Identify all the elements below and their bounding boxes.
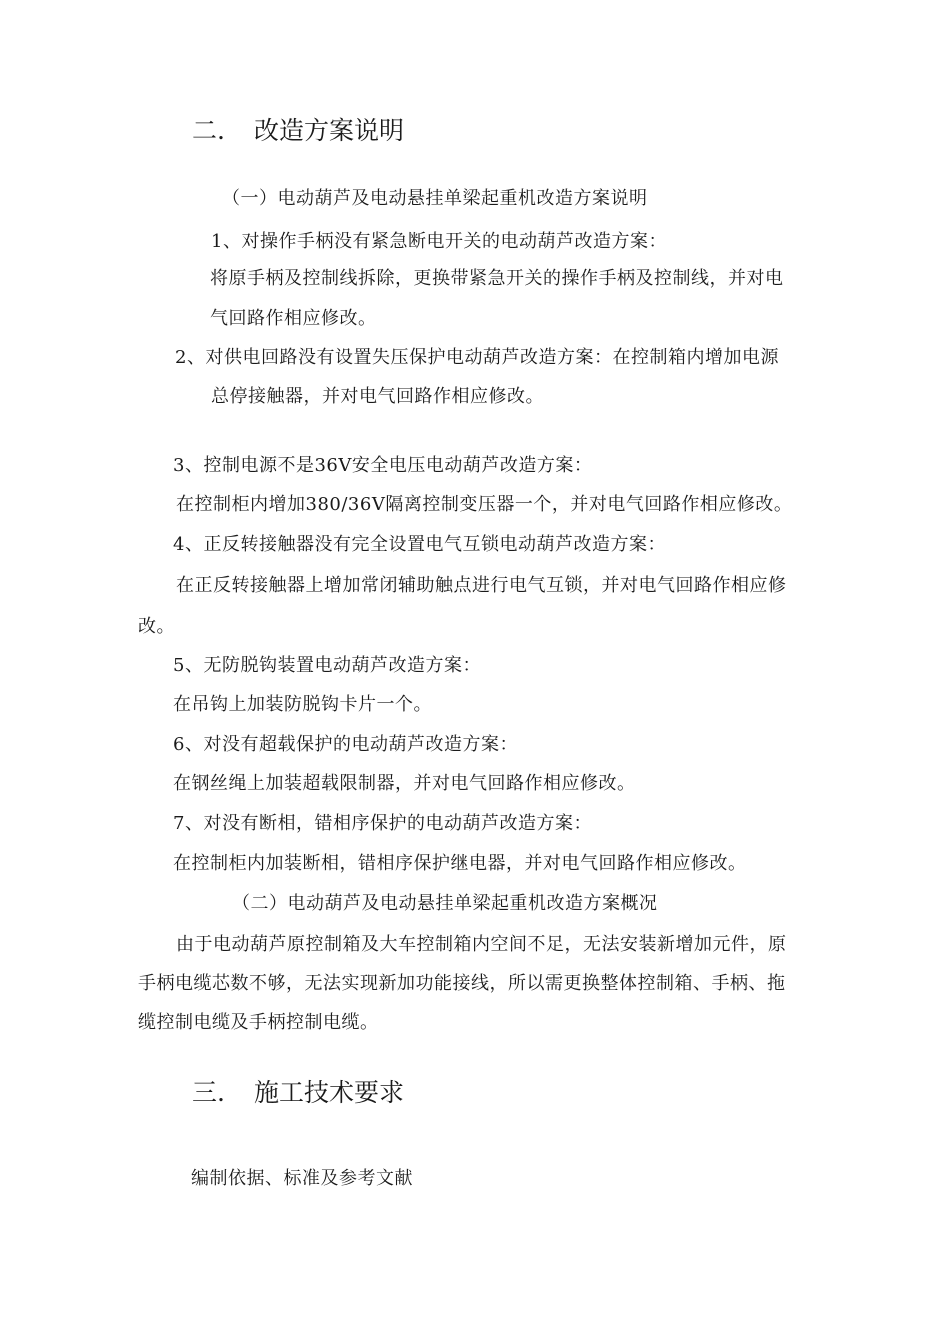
section-2-heading — [192, 118, 404, 143]
section-3-subheading: 编制依据、标准及参考文献 — [191, 1168, 413, 1189]
subsection-2-body-line-2: 手柄电缆芯数不够，无法实现新加功能接线，所以需更换整体控制箱、手柄、拖 — [138, 973, 786, 994]
item-6-label: 6、对没有超载保护的电动葫芦改造方案： — [173, 734, 518, 755]
item-4-body-line-1: 在正反转接触器上增加常闭辅助触点进行电气互锁，并对电气回路作相应修 — [176, 575, 787, 596]
section-3-number: 三. — [192, 1078, 225, 1107]
item-7-label: 7、对没有断相，错相序保护的电动葫芦改造方案： — [173, 813, 592, 834]
section-3-title: 施工技术要求 — [254, 1078, 405, 1107]
subsection-2-body-line-1: 由于电动葫芦原控制箱及大车控制箱内空间不足，无法安装新增加元件，原 — [176, 934, 787, 955]
item-3-body-line-1: 在控制柜内增加380/36V隔离控制变压器一个，并对电气回路作相应修改。 — [176, 494, 793, 515]
item-2-body-line-1: 总停接触器，并对电气回路作相应修改。 — [211, 386, 544, 407]
section-3-heading — [192, 1080, 404, 1105]
section-2-title: 改造方案说明 — [254, 116, 405, 145]
item-4-label: 4、正反转接触器没有完全设置电气互锁电动葫芦改造方案： — [173, 534, 666, 555]
item-1-body-line-1: 将原手柄及控制线拆除，更换带紧急开关的操作手柄及控制线，并对电 — [210, 268, 784, 289]
item-7-body-line-1: 在控制柜内加装断相，错相序保护继电器，并对电气回路作相应修改。 — [173, 853, 747, 874]
item-4-body-line-2: 改。 — [138, 616, 175, 637]
subsection-1-heading: （一）电动葫芦及电动悬挂单梁起重机改造方案说明 — [222, 188, 648, 209]
subsection-2-heading: （二）电动葫芦及电动悬挂单梁起重机改造方案概况 — [232, 893, 658, 914]
item-1-body-line-2: 气回路作相应修改。 — [210, 308, 377, 329]
item-5-body-line-1: 在吊钩上加装防脱钩卡片一个。 — [173, 694, 432, 715]
item-1-label: 1、对操作手柄没有紧急断电开关的电动葫芦改造方案： — [211, 231, 667, 252]
item-3-label: 3、控制电源不是36V安全电压电动葫芦改造方案： — [173, 455, 593, 476]
subsection-2-body-line-3: 缆控制电缆及手柄控制电缆。 — [138, 1012, 379, 1033]
section-2-number: 二. — [192, 116, 225, 145]
item-5-label: 5、无防脱钩装置电动葫芦改造方案： — [173, 655, 481, 676]
item-6-body-line-1: 在钢丝绳上加装超载限制器，并对电气回路作相应修改。 — [173, 773, 636, 794]
item-2-label: 2、对供电回路没有设置失压保护电动葫芦改造方案：在控制箱内增加电源 — [175, 347, 779, 368]
